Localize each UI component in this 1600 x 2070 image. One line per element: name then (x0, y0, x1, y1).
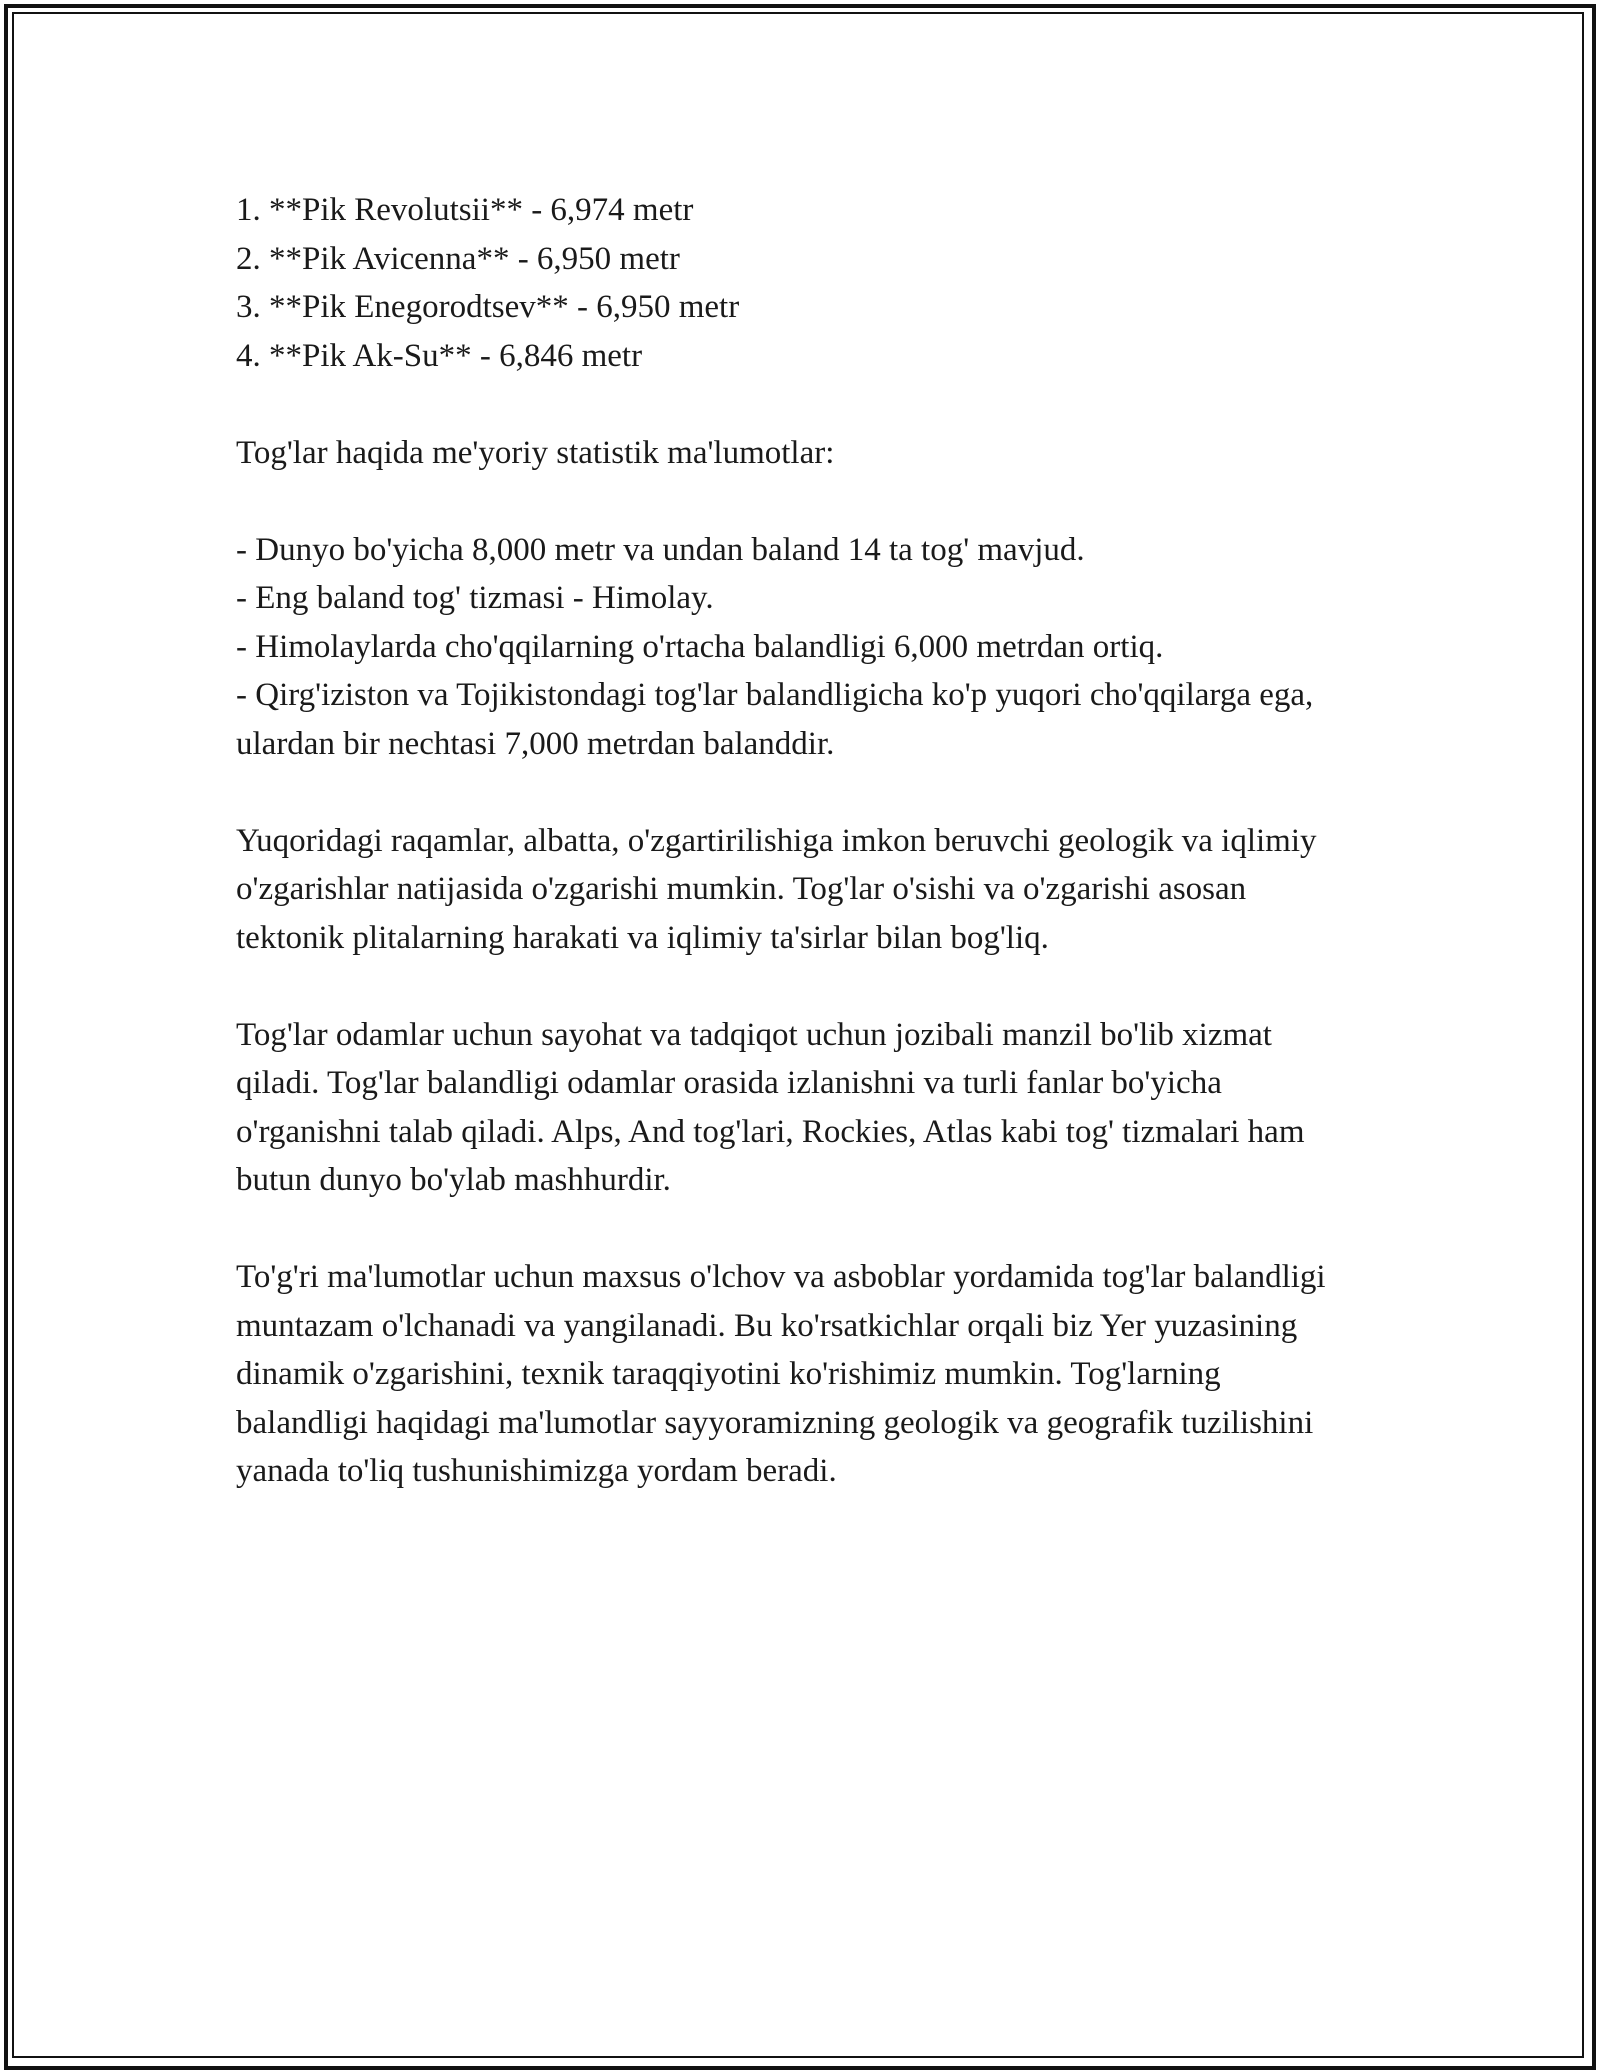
peak-item: 1. **Pik Revolutsii** - 6,974 metr (236, 192, 694, 228)
peak-list (236, 186, 1356, 380)
stats-item: - Himolaylarda cho'qqilarning o'rtacha balandligi 6,000 metrdan ortiq. (236, 628, 1164, 665)
peak-item: 3. **Pik Enegorodtsev** - 6,950 metr (236, 289, 740, 325)
peak-item: 2. **Pik Avicenna** - 6,950 metr (236, 240, 680, 277)
paragraph-measurement: To'g'ri ma'lumotlar uchun maxsus o'lchov va asboblar yordamida tog'lar balandligi muntazam o'lchanadi va yangilanadi. Bu ko'rsatkichlar orqali biz Yer yuzasining dinamik o'zgarishini, texnik taraqqiyotini ko'rishimiz mumkin. Tog'larning balandligi haqidagi ma'lumotlar sayyoramizning geologik va geografik tuzilishini yanada to'liq tushunishimizga yordam beradi. (236, 1259, 1326, 1489)
stats-list (236, 526, 1356, 769)
stats-item: - Dunyo bo'yicha 8,000 metr va undan baland 14 ta tog' mavjud. (236, 531, 1085, 568)
paragraph-travel: Tog'lar odamlar uchun sayohat va tadqiqot uchun jozibali manzil bo'lib xizmat qiladi. Tog'lar balandligi odamlar orasida izlanishni va turli fanlar bo'yicha o'rganishni talab qiladi. Alps, And tog'lari, Rockies, Atlas kabi tog' tizmalari ham butun dunyo bo'ylab mashhurdir. (236, 1016, 1305, 1198)
paragraph-geology: Yuqoridagi raqamlar, albatta, o'zgartirilishiga imkon beruvchi geologik va iqlimiy o'zgarishlar natijasida o'zgarishi mumkin. Tog'lar o'sishi va o'zgarishi asosan tektonik plitalarning harakati va iqlimiy ta'sirlar bilan bog'liq. (236, 822, 1317, 956)
stats-item: - Eng baland tog' tizmasi - Himolay. (236, 580, 714, 616)
peak-item: 4. **Pik Ak-Su** - 6,846 metr (236, 337, 643, 374)
document-body (236, 186, 1356, 1496)
stats-item: - Qirg'iziston va Tojikistondagi tog'lar balandligicha ko'p yuqori cho'qqilarga ega, ulardan bir nechtasi 7,000 metrdan balanddir. (236, 677, 1314, 762)
stats-heading: Tog'lar haqida me'yoriy statistik ma'lumotlar: (236, 434, 835, 471)
